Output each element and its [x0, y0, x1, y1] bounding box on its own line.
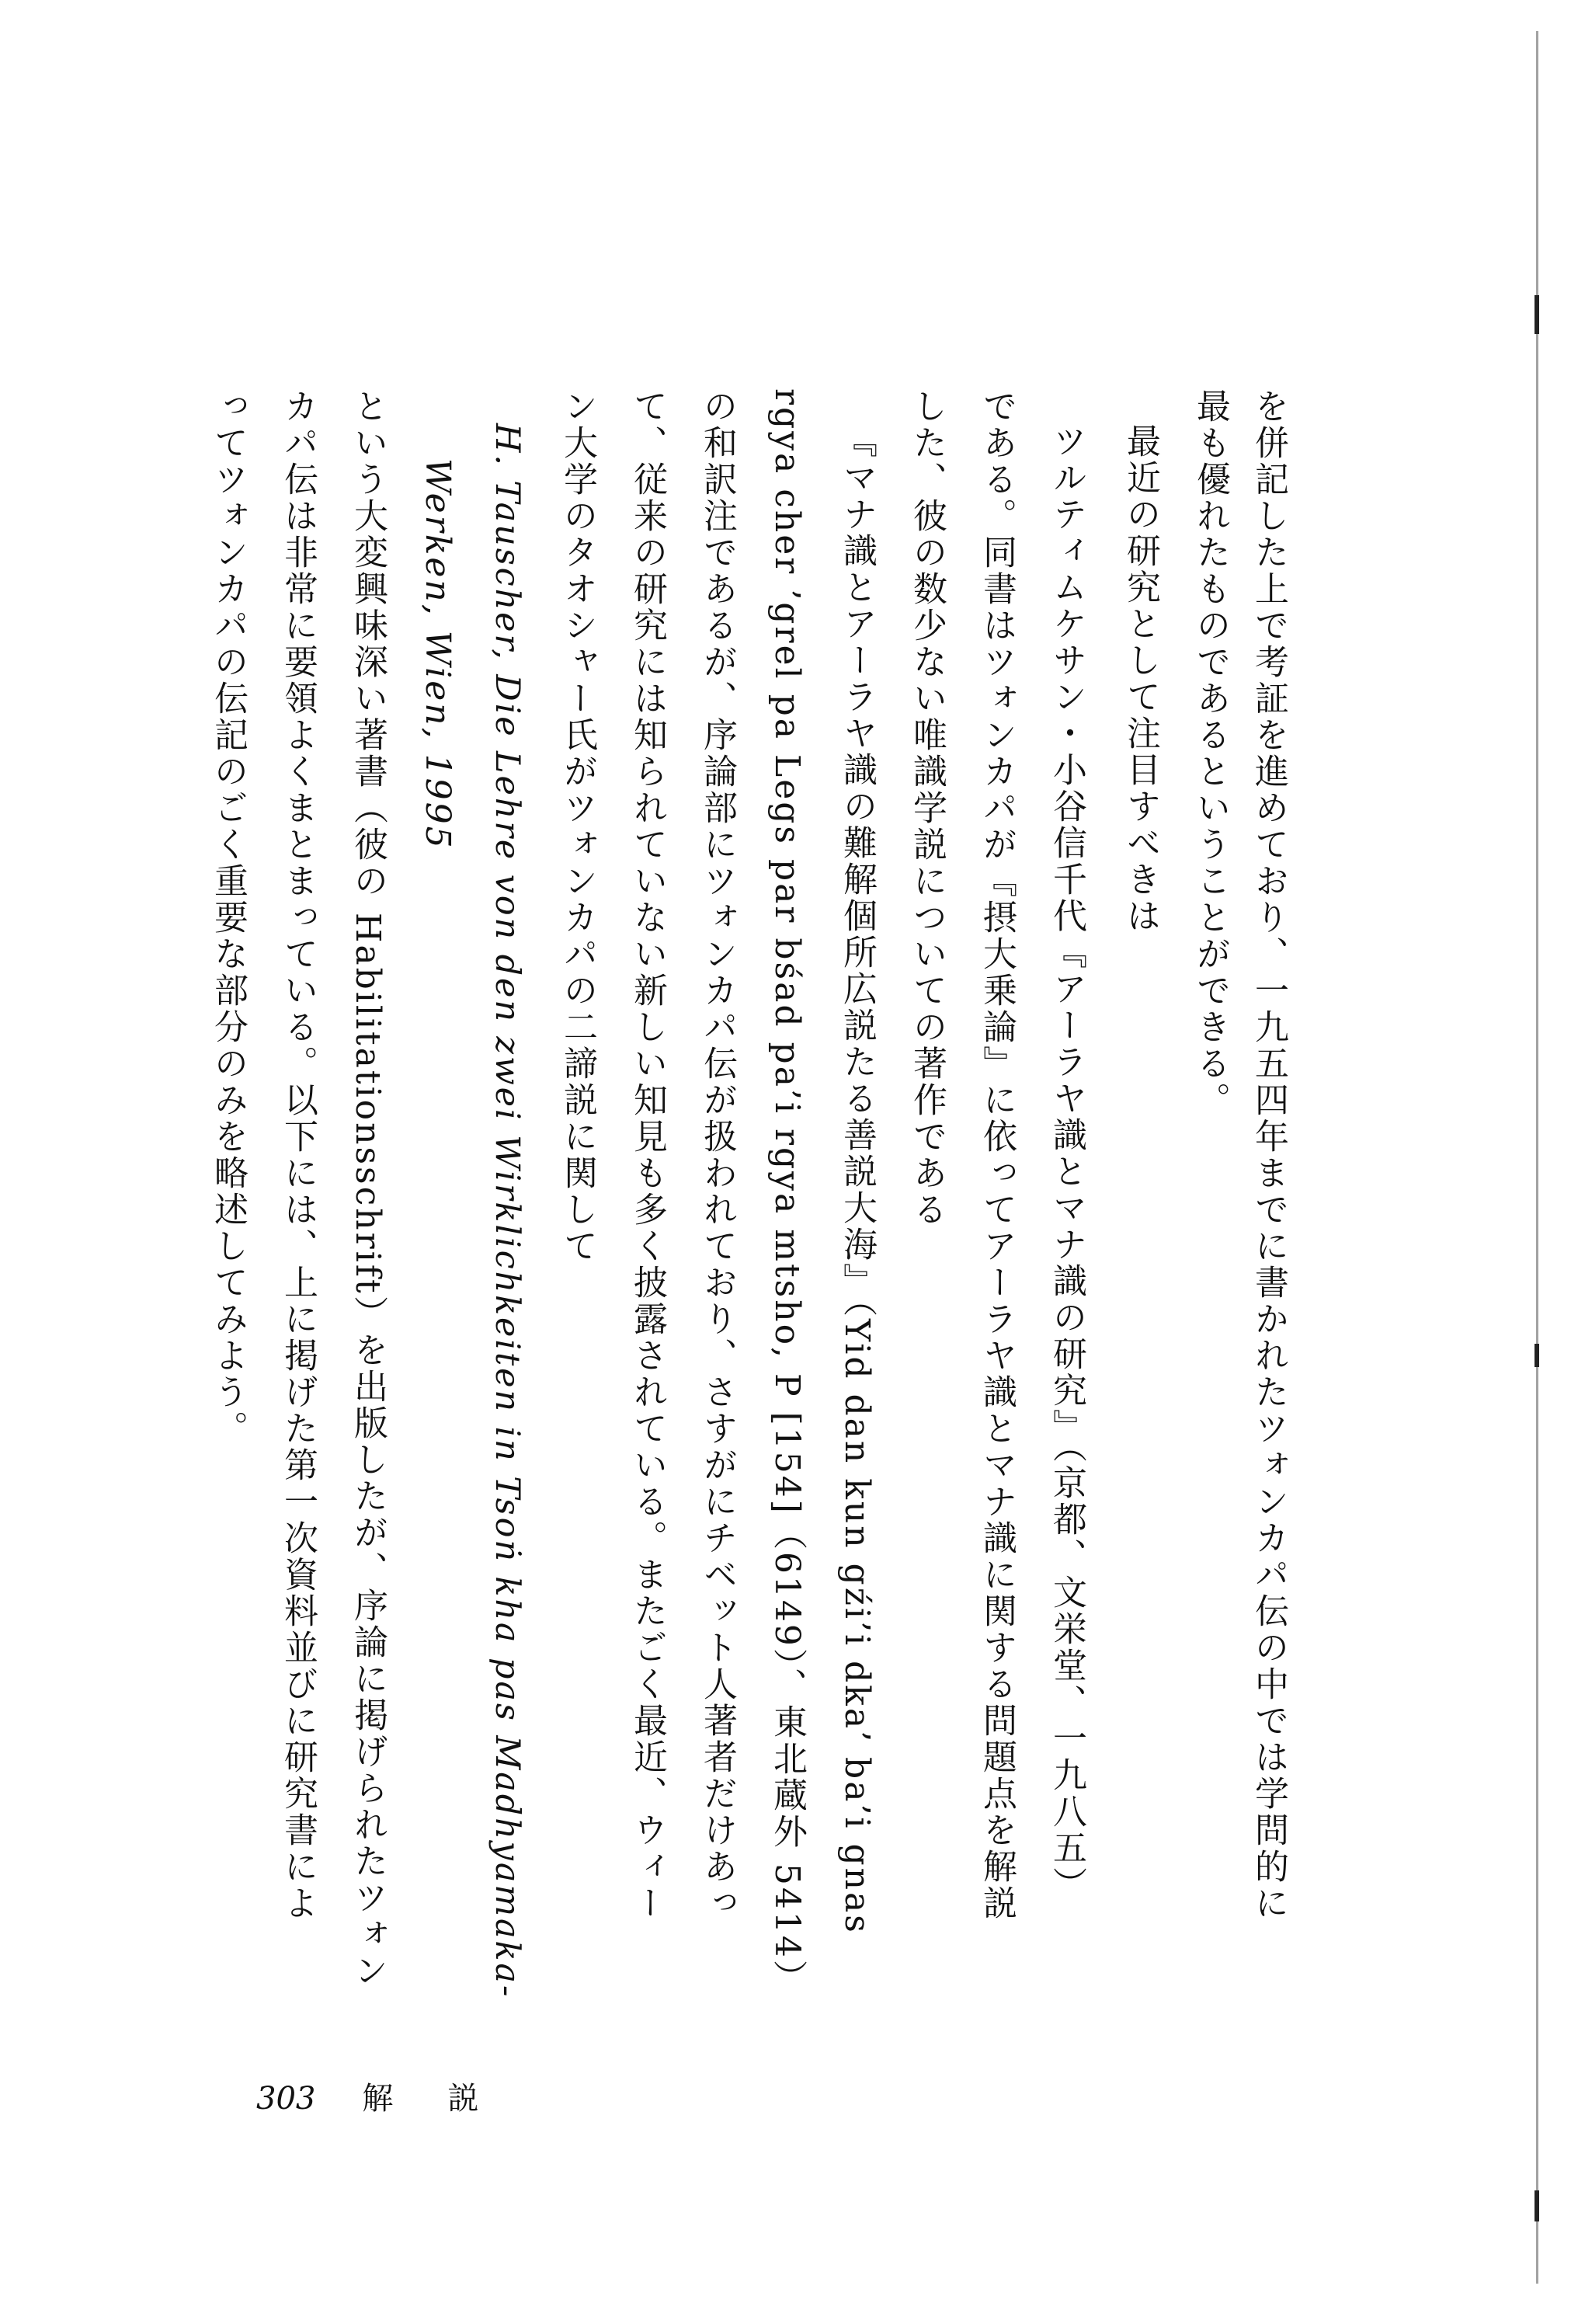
text-line: ン大学のタオシャー氏がツォンカパの二諦説に関して — [558, 388, 597, 1265]
page-footer — [256, 2074, 478, 2118]
text-line: した、彼の数少ない唯識学説についての著作である — [907, 388, 947, 1228]
text-line: である。同書はツォンカパが『摂大乗論』に依ってアーラヤ識とマナ識に関する問題点を解説 — [977, 388, 1017, 1922]
text-line: の和訳注であるが、序論部にツォンカパ伝が扱われており、さすがにチベット人著者だけあっ — [697, 388, 737, 1922]
text-line: Werken, Wien, 1995 — [418, 458, 457, 851]
text-line: という大変興味深い著書（彼の Habilitationsschrift）を出版したが、序論に掲げられたツォン — [348, 388, 388, 1989]
scan-edge-mark — [1535, 295, 1539, 334]
text-line: H. Tauscher, Die Lehre von den zwei Wirklichkeiten in Tsoṅ kha pas Madhyamaka- — [488, 423, 527, 1999]
text-line: ってツォンカパの伝記のごく重要な部分のみを略述してみよう。 — [208, 388, 248, 1447]
text-line: 『マナ識とアーラヤ識の難解個所広説たる善説大海』（Yid dan kun gźi’i dka’ ba’i gnas — [837, 423, 877, 1935]
page-number: 303 — [256, 2081, 316, 2117]
scan-edge-mark — [1535, 2190, 1539, 2221]
running-title-char: 説 — [447, 2081, 479, 2117]
scan-edge-mark — [1535, 1344, 1539, 1367]
text-line: を併記した上で考証を進めており、一九五四年までに書かれたツォンカパ伝の中では学問的に — [1249, 388, 1288, 1922]
text-line: rgya cher ’grel pa Legs par bśad pa’i rgya mtsho, P [154]（6149）、東北蔵外 5414） — [767, 388, 807, 1996]
text-line: 最も優れたものであるということができる。 — [1190, 388, 1230, 1119]
running-title-char: 解 — [362, 2081, 394, 2117]
text-line: カパ伝は非常に要領よくまとまっている。以下には、上に掲げた第一次資料並びに研究書によ — [278, 388, 318, 1922]
scan-edge-line — [1536, 31, 1538, 2284]
text-line: ツルティムケサン・小谷信千代『アーラヤ識とマナ識の研究』（京都、文栄堂、一九八五） — [1047, 423, 1086, 1903]
text-line: て、従来の研究には知られていない新しい知見も多く披露されている。またごく最近、ウィー — [627, 388, 667, 1922]
text-line: 最近の研究として注目すべきは — [1121, 423, 1160, 934]
